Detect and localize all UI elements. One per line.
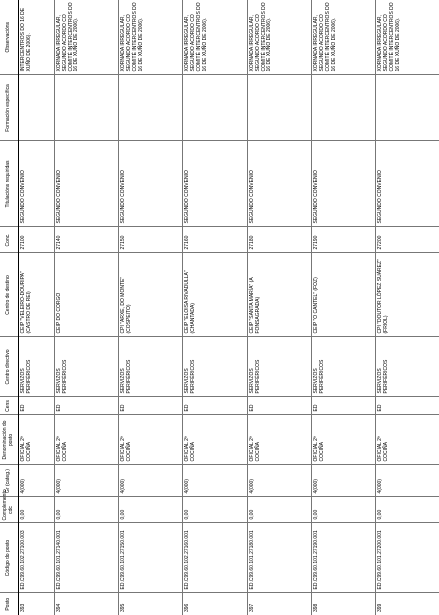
- cell-centro-destino: CEIP "SANTA MARÍA" (A FONSAGRADA): [247, 253, 311, 337]
- cell-cens: ED: [183, 397, 247, 415]
- cell-cens: ED: [54, 397, 118, 415]
- cell-complemento: 0,00: [54, 497, 118, 523]
- cell-centro-directivo: SERVIZOS PERIFÉRICOS: [247, 337, 311, 397]
- cell-formacion: [19, 75, 55, 141]
- cell-gr: 4(000): [376, 465, 439, 497]
- cell-centro-directivo: SERVIZOS PERIFÉRICOS: [183, 337, 247, 397]
- cell-codigo: ED.C99.60.101.27200.001: [376, 523, 439, 593]
- cell-cens: ED: [376, 397, 439, 415]
- table-header-row: [0, 0, 19, 615]
- header-centro-destino: Centro de destino: [0, 253, 19, 337]
- cell-observacions: XORNADA IRREGULAR, SEGUNDO ACORDO CO COMITÉ INTERCENTROS DO 16 DE XUÑO DE 2006).: [377, 2, 402, 72]
- cell-conc: 27200: [376, 227, 439, 253]
- header-formacion: Formación específica: [0, 75, 19, 141]
- cell-observacions: XORNADA IRREGULAR, SEGUNDO ACORDO CO COMITÉ INTERCENTROS DO 16 DE XUÑO DE 2006).: [183, 0, 247, 75]
- cell-denominacion: OFICIAL 2ª COCIÑA: [54, 415, 118, 465]
- cell-cens: ED: [312, 397, 376, 415]
- cell-complemento: 0,00: [119, 497, 183, 523]
- header-titulacions: Titulacións requiridas: [0, 141, 19, 227]
- cell-conc: 27140: [54, 227, 118, 253]
- table-row: [247, 0, 311, 615]
- cell-gr: 4(000): [119, 465, 183, 497]
- cell-formacion: [183, 75, 247, 141]
- cell-denominacion: OFICIAL 2ª COCIÑA: [312, 415, 376, 465]
- header-posto: Posto: [0, 593, 19, 615]
- cell-denominacion: OFICIAL 2ª COCIÑA: [183, 415, 247, 465]
- cell-centro-directivo: SERVIZOS PERIFÉRICOS: [119, 337, 183, 397]
- cell-gr: 4(000): [54, 465, 118, 497]
- cell-posto: 396: [183, 593, 247, 615]
- cell-observacions: XORNADA IRREGULAR, SEGUNDO ACORDO CO COMITÉ INTERCENTROS DO 16 DE XUÑO DE 2006).: [247, 0, 311, 75]
- cell-titulacions: SEGUNDO CONVENIO: [119, 141, 183, 227]
- header-conc: Conc.: [0, 227, 19, 253]
- cell-observacions: XORNADA IRREGULAR, SEGUNDO ACORDO CO COMITÉ INTERCENTROS DO 16 DE XUÑO DE 2006).: [119, 0, 183, 75]
- cell-titulacions: SEGUNDO CONVENIO: [312, 141, 376, 227]
- cell-complemento: 0,00: [19, 497, 55, 523]
- cell-gr: 4(000): [247, 465, 311, 497]
- cell-conc: 27190: [312, 227, 376, 253]
- cell-posto: 398: [312, 593, 376, 615]
- cell-complemento: 0,00: [376, 497, 439, 523]
- cell-titulacions: SEGUNDO CONVENIO: [376, 141, 439, 227]
- cell-centro-directivo: SERVIZOS PERIFÉRICOS: [54, 337, 118, 397]
- cell-codigo: ED.C99.60.101.27140.001: [54, 523, 118, 593]
- table-row: [119, 0, 183, 615]
- cell-conc: 27100: [19, 227, 55, 253]
- cell-cens: ED: [119, 397, 183, 415]
- cell-observacions: XORNADA IRREGULAR, SEGUNDO ACORDO CO COMITÉ INTERCENTROS DO 16 DE XUÑO DE 2006).: [54, 0, 118, 75]
- cell-formacion: [376, 75, 439, 141]
- cell-codigo: ED.C99.60.102.27160.001: [183, 523, 247, 593]
- cell-codigo: ED.C99.60.101.27180.001: [247, 523, 311, 593]
- cell-denominacion: OFICIAL 2ª COCIÑA: [19, 415, 55, 465]
- cell-gr: 4(000): [183, 465, 247, 497]
- cell-gr: 4(000): [19, 465, 55, 497]
- cell-centro-destino: CPI "ARXE, DO MONTE" (COSPEITO): [119, 253, 183, 337]
- header-centro-directivo: Centro directivo: [0, 337, 19, 397]
- cell-denominacion: OFICIAL 2ª COCIÑA: [247, 415, 311, 465]
- header-observacions: Observacións: [0, 0, 19, 75]
- cell-formacion: [312, 75, 376, 141]
- cell-observacions: XORNADA IRREGULAR, SEGUNDO ACORDO CO COMITÉ INTERCENTROS DO 16 DE XUÑO DE 2006).: [312, 0, 376, 75]
- cell-codigo: ED.C99.60.102.27100.003: [19, 523, 55, 593]
- header-denominacion: Denominación do posto: [0, 415, 19, 465]
- cell-denominacion: OFICIAL 2ª COCIÑA: [376, 415, 439, 465]
- table-row: [54, 0, 118, 615]
- cell-titulacions: SEGUNDO CONVENIO: [247, 141, 311, 227]
- cell-conc: 27180: [247, 227, 311, 253]
- table-row: [376, 0, 439, 615]
- cell-conc: 27150: [119, 227, 183, 253]
- cell-cens: ED: [247, 397, 311, 415]
- header-cens: Cens: [0, 397, 19, 415]
- cell-complemento: 0,00: [312, 497, 376, 523]
- cell-centro-destino: CEIP "ELOISA RIVADULLA" (CHANTADA): [183, 253, 247, 337]
- table-row: [19, 0, 55, 615]
- cell-formacion: [119, 75, 183, 141]
- cell-formacion: [247, 75, 311, 141]
- cell-centro-destino: CEIP DO CORGO: [54, 253, 118, 337]
- cell-titulacions: SEGUNDO CONVENIO: [183, 141, 247, 227]
- cell-denominacion: OFICIAL 2ª COCIÑA: [119, 415, 183, 465]
- cell-observacions: INTERCENTROS DO 16 DE XUÑO DE 2006).: [19, 0, 55, 75]
- cell-posto: 395: [119, 593, 183, 615]
- cell-centro-destino: CPI "DOUTOR LÓPEZ SUÁREZ" (FRIOL): [376, 253, 439, 337]
- cell-centro-destino: CEIP "O CANTEL" (FOZ): [312, 253, 376, 337]
- cell-cens: ED: [19, 397, 55, 415]
- cell-posto: 394: [54, 593, 118, 615]
- cell-centro-directivo: SERVIZOS PERIFÉRICOS: [19, 337, 55, 397]
- cell-formacion: [54, 75, 118, 141]
- cell-centro-destino: CEIP "VELEIRO-DOURIPA" (CASTRO DE REI): [19, 253, 55, 337]
- cell-posto: 397: [247, 593, 311, 615]
- cell-complemento: 0,00: [247, 497, 311, 523]
- header-complemento: Complemento cdc: [0, 497, 19, 523]
- cell-codigo: ED.C99.60.101.27150.001: [119, 523, 183, 593]
- header-gr: Gr (categ.): [0, 465, 19, 497]
- cell-centro-directivo: SERVIZOS PERIFÉRICOS: [376, 337, 439, 397]
- cell-codigo: ED.C99.60.101.27190.001: [312, 523, 376, 593]
- table-row: [183, 0, 247, 615]
- table-row: [312, 0, 376, 615]
- cell-centro-directivo: SERVIZOS PERIFÉRICOS: [312, 337, 376, 397]
- cell-complemento: 0,00: [183, 497, 247, 523]
- cell-conc: 27160: [183, 227, 247, 253]
- cell-titulacions: SEGUNDO CONVENIO: [54, 141, 118, 227]
- cell-titulacions: SEGUNDO CONVENIO: [19, 141, 55, 227]
- header-codigo: Código do posto: [0, 523, 19, 593]
- cell-posto: 393: [19, 593, 55, 615]
- cell-posto: 399: [376, 593, 439, 615]
- cell-gr: 4(000): [312, 465, 376, 497]
